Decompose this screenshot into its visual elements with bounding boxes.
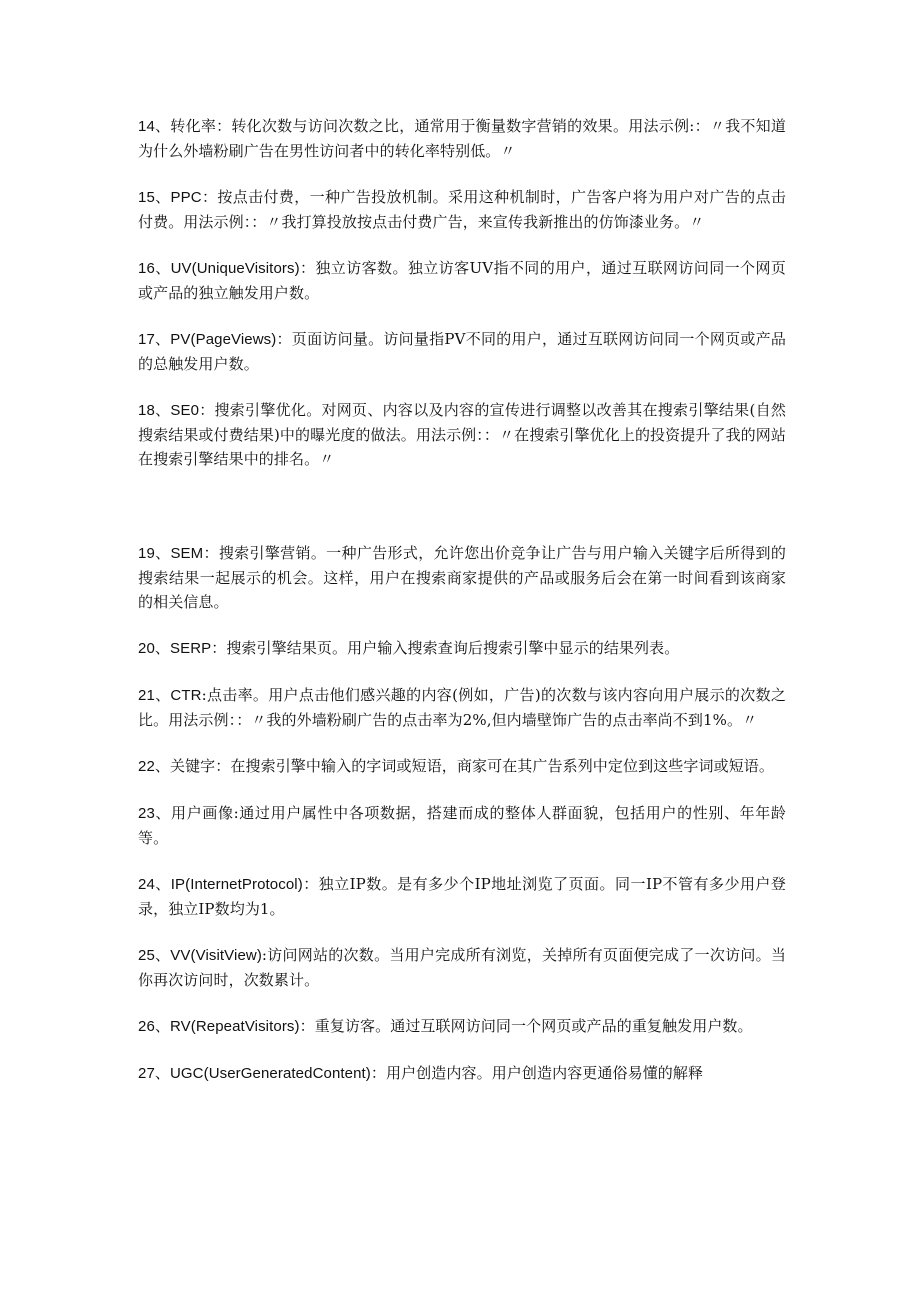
entry-definition: ：独立IP数。是有多少个IP地址浏览了页面。同一IP不管有多少用户登录，独立IP数均为1。: [138, 875, 786, 918]
entry-term: 24、IP(InternetProtocol): [138, 876, 303, 893]
glossary-entry: [138, 754, 786, 779]
entry-definition: ：独立访客数。独立访客UV指不同的用户，通过互联网访问同一个网页或产品的独立触发用户数。: [138, 259, 786, 302]
glossary-entry: [138, 943, 786, 992]
entry-term: 23、用户画像: [138, 805, 234, 822]
entry-definition: :访问网站的次数。当用户完成所有浏览，关掉所有页面便完成了一次访问。当你再次访问时，次数累计。: [138, 946, 786, 989]
glossary-entry: [138, 327, 786, 376]
glossary-entry: [138, 256, 786, 305]
glossary-entry: [138, 1014, 786, 1039]
glossary-entry: [138, 185, 786, 234]
entry-definition: ：用户创造内容。用户创造内容更通俗易懂的解释: [370, 1064, 704, 1082]
entry-term: 26、RV(RepeatVisitors): [138, 1018, 300, 1035]
entry-term: 21、CTR: [138, 687, 202, 704]
entry-term: 25、VV(VisitView): [138, 947, 262, 964]
glossary-entry: [138, 636, 786, 661]
glossary-entry: [138, 541, 786, 614]
entry-definition: ：按点击付费，一种广告投放机制。采用这种机制时，广告客户将为用户对广告的点击付费。用法示例：：〃我打算投放按点击付费广告，来宣传我新推出的仿饰漆业务。〃: [138, 188, 786, 231]
glossary-entry: [138, 114, 786, 163]
glossary-entry: [138, 872, 786, 921]
entry-term: 18、SE0: [138, 402, 200, 419]
entry-term: 15、PPC: [138, 189, 202, 206]
entry-term: 17、PV(PageViews): [138, 331, 277, 348]
entry-definition: ：搜索引擎结果页。用户输入搜索查询后搜索引擎中显示的结果列表。: [211, 639, 680, 657]
entry-definition: ：重复访客。通过互联网访问同一个网页或产品的重复触发用户数。: [299, 1017, 753, 1035]
glossary-entry: [138, 801, 786, 850]
entry-definition: ：搜索引擎优化。对网页、内容以及内容的宣传进行调整以改善其在搜索引擎结果(自然搜索结果或付费结果)中的曝光度的做法。用法示例：：〃在搜索引擎优化上的投资提升了我的网站在搜索引擎结果中的排名。〃: [138, 401, 786, 468]
glossary-entry: [138, 398, 786, 471]
entry-definition: ：转化次数与访问次数之比，通常用于衡量数字营销的效果。用法示例:：〃我不知道为什么外墙粉刷广告在男性访问者中的转化率特别低。〃: [138, 117, 786, 160]
entry-term: 20、SERP: [138, 640, 212, 657]
entry-term: 16、UV(UniqueVisitors): [138, 260, 300, 277]
glossary-entry: [138, 683, 786, 732]
entry-definition: :通过用户属性中各项数据，搭建而成的整体人群面貌，包括用户的性别、年年龄等。: [138, 804, 786, 847]
entry-term: 14、转化率: [138, 118, 217, 135]
entry-definition: ：搜索引擎营销。一种广告形式，允许您出价竞争让广告与用户输入关键字后所得到的搜索结果一起展示的机会。这样，用户在搜索商家提供的产品或服务后会在第一时间看到该商家的相关信息。: [138, 544, 786, 611]
entry-term: 27、UGC(UserGeneratedContent): [138, 1065, 371, 1082]
entry-term: 22、关键字: [138, 758, 216, 775]
glossary-entry: [138, 1061, 786, 1086]
entry-definition: ：在搜索引擎中输入的字词或短语，商家可在其广告系列中定位到这些字词或短语。: [215, 757, 775, 775]
entry-term: 19、SEM: [138, 545, 204, 562]
document-page: [138, 114, 786, 1086]
entry-definition: ：页面访问量。访问量指PV不同的用户，通过互联网访问同一个网页或产品的总触发用户数。: [138, 330, 786, 373]
entry-definition: :点击率。用户点击他们感兴趣的内容(例如，广告)的次数与该内容向用户展示的次数之比。用法示例：：〃我的外墙粉刷广告的点击率为2%,但内墙壁饰广告的点击率尚不到1%。〃: [138, 686, 786, 729]
